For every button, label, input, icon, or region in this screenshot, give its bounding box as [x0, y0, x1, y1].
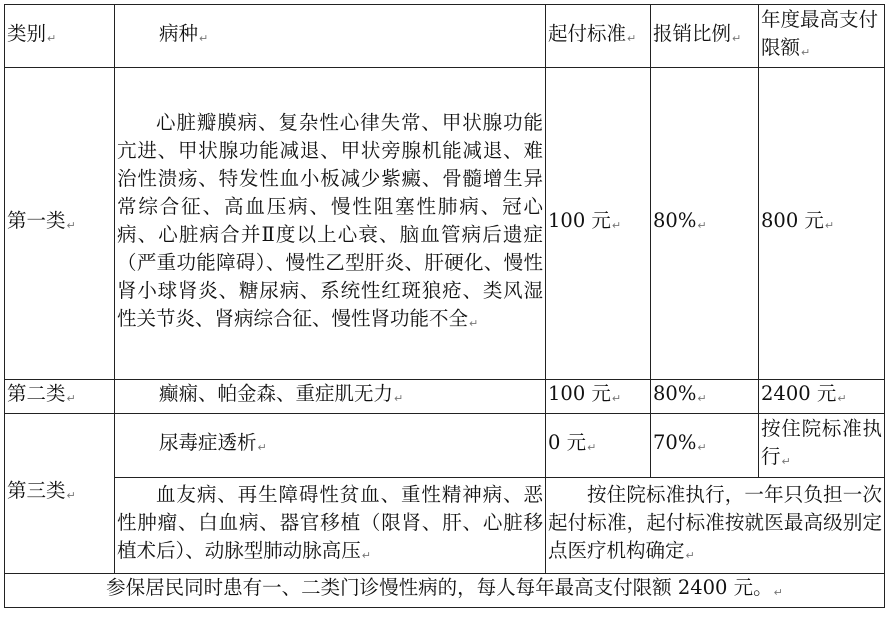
paragraph-mark: ↵ — [732, 31, 742, 45]
paragraph-mark: ↵ — [66, 489, 76, 502]
class-3a-deductible-cell — [546, 414, 651, 478]
header-deductible-cell — [546, 5, 651, 68]
class-3b-disease-cell — [115, 478, 546, 574]
paragraph-mark: ↵ — [837, 392, 847, 405]
paragraph-mark: ↵ — [611, 392, 622, 405]
class-1-annual-limit-cell — [759, 68, 885, 380]
paragraph-mark: ↵ — [697, 219, 707, 232]
class-3a-reimbursement-cell — [651, 414, 759, 478]
footer-note: 参保居民同时患有一、二类门诊慢性病的，每人每年最高支付限额 2400 元。 — [106, 576, 773, 599]
class-3b-policy-cell — [546, 478, 885, 574]
paragraph-mark: ↵ — [394, 392, 404, 405]
class-2-disease-cell — [115, 380, 546, 414]
class-1-deductible-cell — [546, 68, 651, 380]
paragraph-mark: ↵ — [627, 31, 637, 45]
class-2-category: 第二类 — [7, 382, 66, 405]
paragraph-mark: ↵ — [824, 219, 835, 232]
class-2-deductible-cell — [546, 380, 651, 414]
header-annual-limit-cell — [759, 5, 885, 68]
class-1-disease-cell — [115, 68, 546, 380]
table-row-class-2 — [5, 380, 885, 414]
header-category: 类别 — [7, 21, 47, 45]
class-3a-annual-limit-cell — [759, 414, 885, 478]
paragraph-mark: ↵ — [611, 219, 622, 232]
class-1-deductible: 100 元 — [548, 209, 611, 232]
paragraph-mark: ↵ — [781, 455, 791, 468]
class-3-category-cell — [5, 414, 115, 574]
header-deductible: 起付标准 — [548, 21, 627, 45]
header-disease: 病种 — [159, 21, 199, 45]
header-annual-limit: 年度最高支付限额 — [761, 7, 879, 59]
paragraph-mark: ↵ — [47, 31, 57, 45]
class-2-annual-limit: 2400 元 — [761, 382, 837, 405]
class-3a-reimbursement: 70% — [653, 431, 697, 454]
class-2-deductible: 100 元 — [548, 382, 611, 405]
paragraph-mark: ↵ — [257, 441, 267, 454]
paragraph-mark: ↵ — [469, 317, 479, 330]
class-3a-disease-cell — [115, 414, 546, 478]
paragraph-mark: ↵ — [199, 31, 209, 45]
class-1-reimbursement-cell — [651, 68, 759, 380]
table-row-class-1 — [5, 68, 885, 380]
class-2-annual-limit-cell — [759, 380, 885, 414]
class-3a-disease: 尿毒症透析 — [159, 431, 257, 454]
footer-note-cell — [5, 574, 885, 608]
paragraph-mark: ↵ — [66, 219, 76, 232]
class-1-category: 第一类 — [7, 209, 66, 232]
class-3b-diseases: 血友病、再生障碍性贫血、重性精神病、恶性肿瘤、白血病、器官移植（限肾、肝、心脏移植术后）、动脉型肺动脉高压 — [117, 483, 543, 562]
paragraph-mark: ↵ — [697, 392, 707, 405]
class-3b-policy: 按住院标准执行，一年只负担一次起付标准，起付标准按就医最高级别定点医疗机构确定 — [548, 483, 882, 562]
table-footer-row — [5, 574, 885, 608]
paragraph-mark: ↵ — [773, 586, 783, 599]
class-1-category-cell — [5, 68, 115, 380]
table-row-class-3a — [5, 414, 885, 478]
paragraph-mark: ↵ — [66, 392, 76, 405]
paragraph-mark: ↵ — [587, 441, 597, 454]
paragraph-mark: ↵ — [801, 45, 811, 59]
class-2-reimbursement-cell — [651, 380, 759, 414]
table-row-class-3b — [5, 478, 885, 574]
class-2-diseases: 癫痫、帕金森、重症肌无力 — [159, 382, 394, 405]
header-disease-cell — [115, 5, 546, 68]
chronic-disease-table — [4, 4, 885, 608]
class-1-reimbursement: 80% — [653, 209, 697, 232]
class-1-annual-limit: 800 元 — [761, 209, 824, 232]
header-reimbursement: 报销比例 — [653, 21, 732, 45]
paragraph-mark: ↵ — [685, 549, 695, 562]
class-3a-deductible: 0 元 — [548, 431, 587, 454]
class-2-reimbursement: 80% — [653, 382, 697, 405]
class-2-category-cell — [5, 380, 115, 414]
table-header-row — [5, 5, 885, 68]
class-1-diseases: 心脏瓣膜病、复杂性心律失常、甲状腺功能亢进、甲状腺功能减退、甲状旁腺机能减退、难治性溃疡、特发性血小板减少紫癜、骨髓增生异常综合征、高血压病、慢性阻塞性肺病、冠心病、心脏病合并Ⅱ度以上心衰、脑血管病后遗症（严重功能障碍）、慢性乙型肝炎、肝硬化、慢性肾小球肾炎、糖尿病、系统性红斑狼疮、类风湿性关节炎、肾病综合征、慢性肾功能不全 — [117, 111, 543, 330]
paragraph-mark: ↵ — [361, 549, 371, 562]
class-3a-annual-limit: 按住院标准执行 — [761, 417, 882, 468]
header-category-cell — [5, 5, 115, 68]
paragraph-mark: ↵ — [697, 441, 707, 454]
class-3-category: 第三类 — [7, 479, 66, 502]
header-reimbursement-cell — [651, 5, 759, 68]
